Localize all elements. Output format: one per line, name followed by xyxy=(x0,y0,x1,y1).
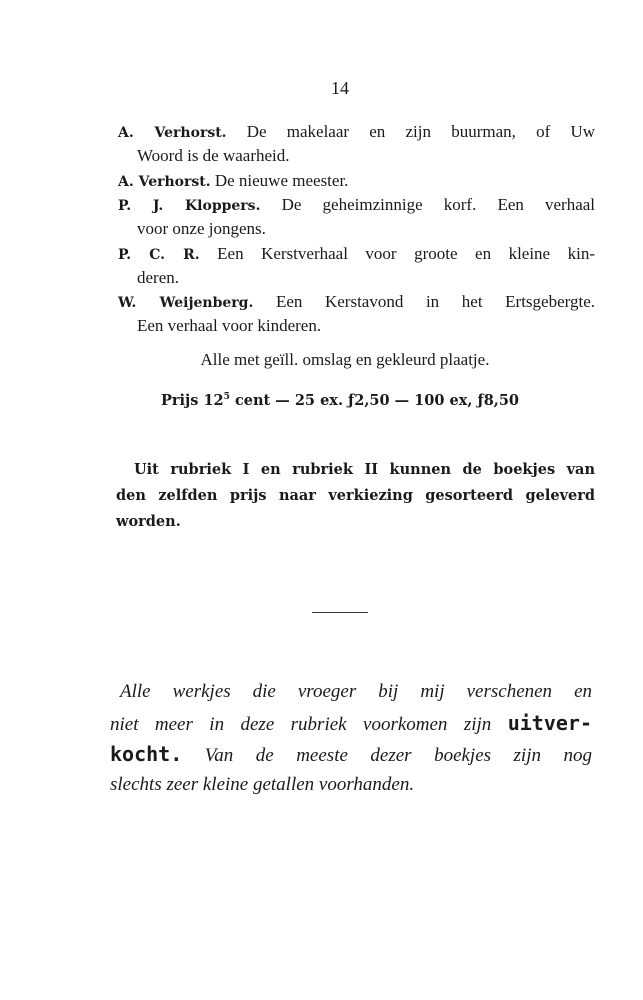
entry-title: De geheimzinnige korf. Een verhaal xyxy=(281,195,596,214)
entry-author: A. Verhorst. xyxy=(118,174,211,190)
closing-emphasis: kocht. xyxy=(110,742,183,766)
rubriek-line-2: den zelfden prijs naar verkiezing gesorteerd geleverd xyxy=(116,487,595,504)
illustration-note: Alle met geïll. omslag en gekleurd plaatje. xyxy=(200,350,490,369)
divider xyxy=(312,612,368,613)
entry-3-cont: voor onze jongens. xyxy=(137,219,266,238)
entry-5-cont: Een verhaal voor kinderen. xyxy=(137,316,322,335)
closing-line-4: slechts zeer kleine getallen voorhanden. xyxy=(110,774,415,795)
entry-title: De makelaar en zijn buurman, of Uw xyxy=(246,122,595,141)
closing-line-3 xyxy=(110,742,592,768)
entry-2 xyxy=(118,171,348,192)
entry-title: De nieuwe meester. xyxy=(214,171,349,190)
entry-4 xyxy=(118,244,595,265)
price-line xyxy=(0,387,643,411)
entry-author: W. Weijenberg. xyxy=(118,295,254,311)
price-rest: cent — 25 ex. ƒ2,50 — 100 ex, ƒ8,50 xyxy=(229,391,520,409)
entry-5 xyxy=(118,292,595,313)
price-sup: 5 xyxy=(223,392,230,402)
entry-4-cont: deren. xyxy=(137,268,180,287)
closing-text: Van de meeste dezer boekjes zijn nog xyxy=(204,745,592,766)
closing-line-1: Alle werkjes die vroeger bij mij verschenen en xyxy=(120,681,592,702)
entry-author: P. C. R. xyxy=(118,247,200,263)
entry-author: A. Verhorst. xyxy=(118,125,227,141)
rubriek-line-1: Uit rubriek I en rubriek II kunnen de boekjes van xyxy=(134,461,595,478)
entry-1 xyxy=(118,122,595,143)
page-number: 14 xyxy=(331,78,349,98)
entry-3 xyxy=(118,195,595,216)
entry-title: Een Kerstavond in het Ertsgebergte. xyxy=(275,292,596,311)
entry-author: P. J. Kloppers. xyxy=(118,198,261,214)
closing-line-2 xyxy=(110,711,592,737)
entry-1-cont: Woord is de waarheid. xyxy=(137,146,290,165)
closing-emphasis: uitver- xyxy=(507,711,593,735)
entry-title: Een Kerstverhaal voor groote en kleine kin- xyxy=(217,244,595,263)
price-prefix: Prijs 12 xyxy=(160,391,224,409)
closing-text: niet meer in deze rubriek voorkomen zijn xyxy=(110,714,492,735)
rubriek-line-3: worden. xyxy=(116,513,181,530)
